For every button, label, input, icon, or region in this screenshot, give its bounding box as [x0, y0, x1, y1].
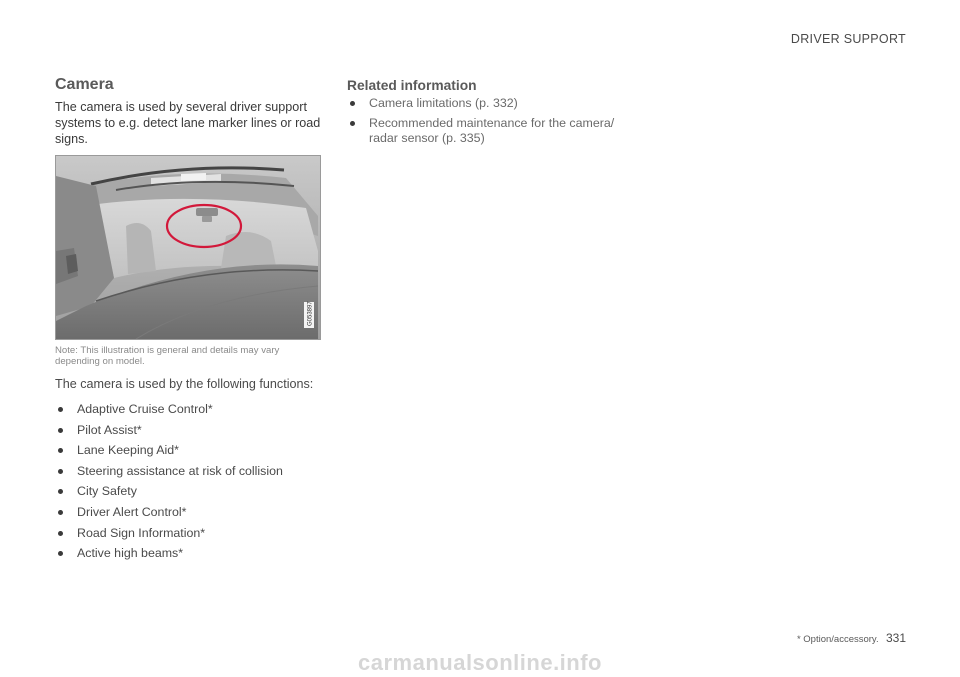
list-item: City Safety — [55, 484, 325, 505]
page-number: 331 — [885, 631, 906, 645]
list-item: Steering assistance at risk of collision — [55, 464, 325, 485]
list-item: Lane Keeping Aid* — [55, 443, 325, 464]
camera-section — [55, 76, 325, 148]
figure-caption: Note: This illustration is general and details may vary depending on model. — [55, 345, 280, 367]
watermark: carmanualsonline.info — [358, 650, 602, 675]
page-footer — [797, 631, 906, 645]
related-title: Related information — [347, 78, 477, 93]
figure-code: G053897 — [307, 301, 314, 326]
related-link-maintenance[interactable]: Recommended maintenance for the camera/ radar sensor (p. 335) — [347, 116, 627, 146]
section-header: DRIVER SUPPORT — [790, 32, 906, 46]
intro-paragraph: The camera is used by several driver support systems to e.g. detect lane marker lines or road signs. — [55, 100, 321, 147]
list-item: Driver Alert Control* — [55, 505, 325, 526]
related-link-camera-limitations[interactable]: Camera limitations (p. 332) — [347, 96, 627, 111]
list-item: Active high beams* — [55, 546, 325, 567]
functions-list — [55, 402, 325, 567]
footnote: * Option/accessory. — [796, 634, 879, 645]
related-information — [347, 78, 627, 151]
list-item: Adaptive Cruise Control* — [55, 402, 325, 423]
list-item: Pilot Assist* — [55, 423, 325, 444]
list-item: Road Sign Information* — [55, 526, 325, 547]
functions-intro: The camera is used by the following functions: — [55, 377, 314, 391]
camera-illustration — [55, 155, 321, 340]
related-list — [347, 96, 627, 146]
page-title: Camera — [55, 76, 114, 93]
